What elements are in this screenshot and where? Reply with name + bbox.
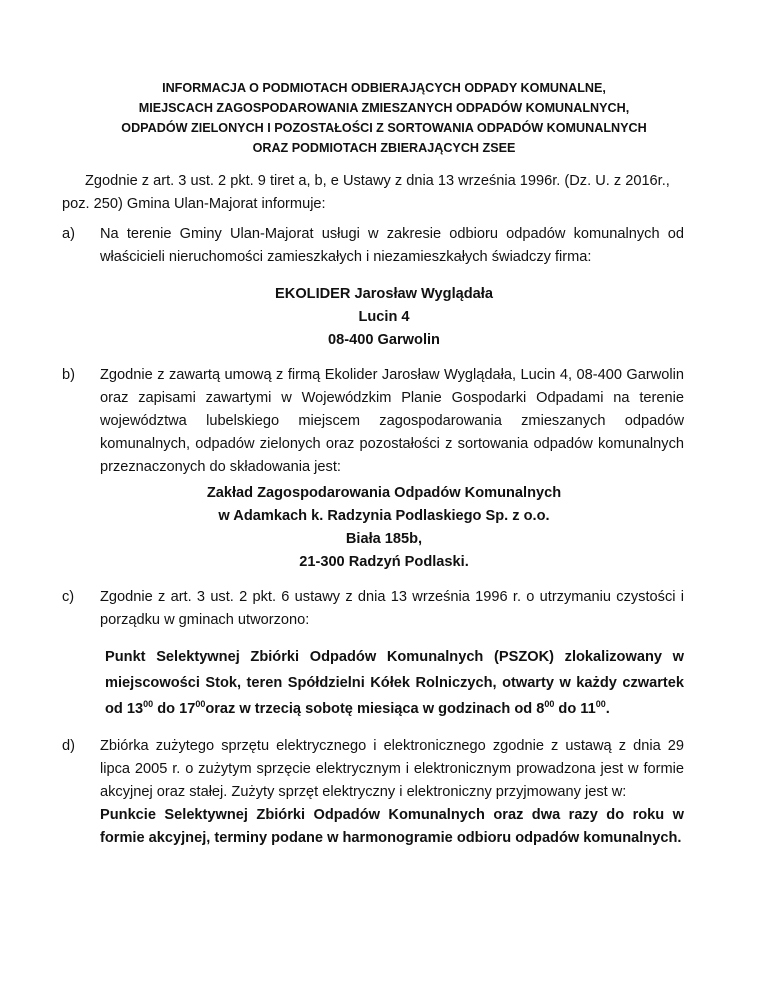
- facility-company: w Adamkach k. Radzynia Podlaskiego Sp. z o.o.: [218, 508, 550, 524]
- pszok-text-3: oraz w trzecią sobotę miesiąca w godzinach od 8: [205, 701, 545, 717]
- section-c: [62, 586, 684, 722]
- pszok-sup-4: 00: [595, 699, 606, 709]
- title-line-2: MIEJSCACH ZAGOSPODAROWANIA ZMIESZANYCH ODPADÓW KOMUNALNYCH,: [138, 101, 630, 115]
- facility-city: 21-300 Radzyń Podlaski.: [299, 554, 469, 570]
- company-street: Lucin 4: [358, 309, 410, 325]
- company-address: [100, 283, 668, 352]
- company-city: 08-400 Garwolin: [328, 332, 440, 348]
- section-b: [62, 364, 684, 479]
- document-title: [60, 78, 708, 158]
- pszok-text-1: Punkt Selektywnej Zbiórki Odpadów Komunalnych (PSZOK) zlokalizowany w miejscowości Stok, teren Spółdzielni Kółek Rolniczych, otwarty w każdy czwartek od 13: [105, 649, 684, 717]
- facility-street: Biała 185b,: [345, 531, 423, 547]
- intro-paragraph: Zgodnie z art. 3 ust. 2 pkt. 9 tiret a, b, e Ustawy z dnia 13 września 1996r. (Dz. U. z 2016r., poz. 250) Gmina Ulan-Majorat informuje:: [62, 173, 670, 212]
- section-d-bold-text: Punkcie Selektywnej Zbiórki Odpadów Komunalnych oraz dwa razy do roku w formie akcyjnej, terminy podane w harmonogramie odbioru odpadów komunalnych.: [100, 807, 684, 846]
- section-c-text: Zgodnie z art. 3 ust. 2 pkt. 6 ustawy z dnia 13 września 1996 r. o utrzymaniu czystości i porządku w gminach utworzono:: [100, 589, 684, 628]
- section-d-letter: d): [62, 738, 75, 754]
- section-a: [62, 223, 684, 269]
- pszok-sup-1: 00: [143, 699, 154, 709]
- section-a-letter: a): [62, 226, 75, 242]
- section-d-text: Zbiórka zużytego sprzętu elektrycznego i elektronicznego zgodnie z ustawą z dnia 29 lipca 2005 r. o zużytym sprzęcie elektrycznym i elektronicznym prowadzona jest w formie akcyjnej oraz stałej. Zużyty sprzęt elektryczny i elektroniczny przyjmowany jest w:: [100, 738, 684, 800]
- company-name: EKOLIDER Jarosław Wyglądała: [275, 286, 493, 302]
- section-b-text: Zgodnie z zawartą umową z firmą Ekolider Jarosław Wyglądała, Lucin 4, 08-400 Garwolin oraz zapisami zawartymi w Wojewódzkim Planie Gospodarki Odpadami na terenie województwa lubelskiego miejscem zagospodarowania zmieszanych odpadów komunalnych, odpadów zielonych oraz pozostałości z sortowania odpadów komunalnych przeznaczonych do składowania jest:: [100, 367, 684, 475]
- pszok-sup-2: 00: [195, 699, 206, 709]
- pszok-text-4: do 11: [554, 701, 596, 717]
- section-a-text: Na terenie Gminy Ulan-Majorat usługi w zakresie odbioru odpadów komunalnych od właścicieli nieruchomości zamieszkałych i niezamieszkałych świadczy firma:: [100, 226, 684, 265]
- title-line-3: ODPADÓW ZIELONYCH I POZOSTAŁOŚCI Z SORTOWANIA ODPADÓW KOMUNALNYCH: [121, 121, 647, 135]
- title-line-1: INFORMACJA O PODMIOTACH ODBIERAJĄCYCH ODPADY KOMUNALNE,: [162, 81, 606, 95]
- pszok-text-2: do 17: [153, 701, 196, 717]
- section-b-letter: b): [62, 367, 75, 383]
- section-d: [62, 735, 684, 850]
- pszok-sup-3: 00: [544, 699, 555, 709]
- pszok-text-5: .: [605, 701, 610, 717]
- title-line-4: ORAZ PODMIOTACH ZBIERAJĄCYCH ZSEE: [252, 141, 516, 155]
- pszok-info: [105, 644, 684, 722]
- section-c-letter: c): [62, 589, 75, 605]
- facility-name: Zakład Zagospodarowania Odpadów Komunalnych: [206, 485, 562, 501]
- facility-address: [100, 482, 668, 574]
